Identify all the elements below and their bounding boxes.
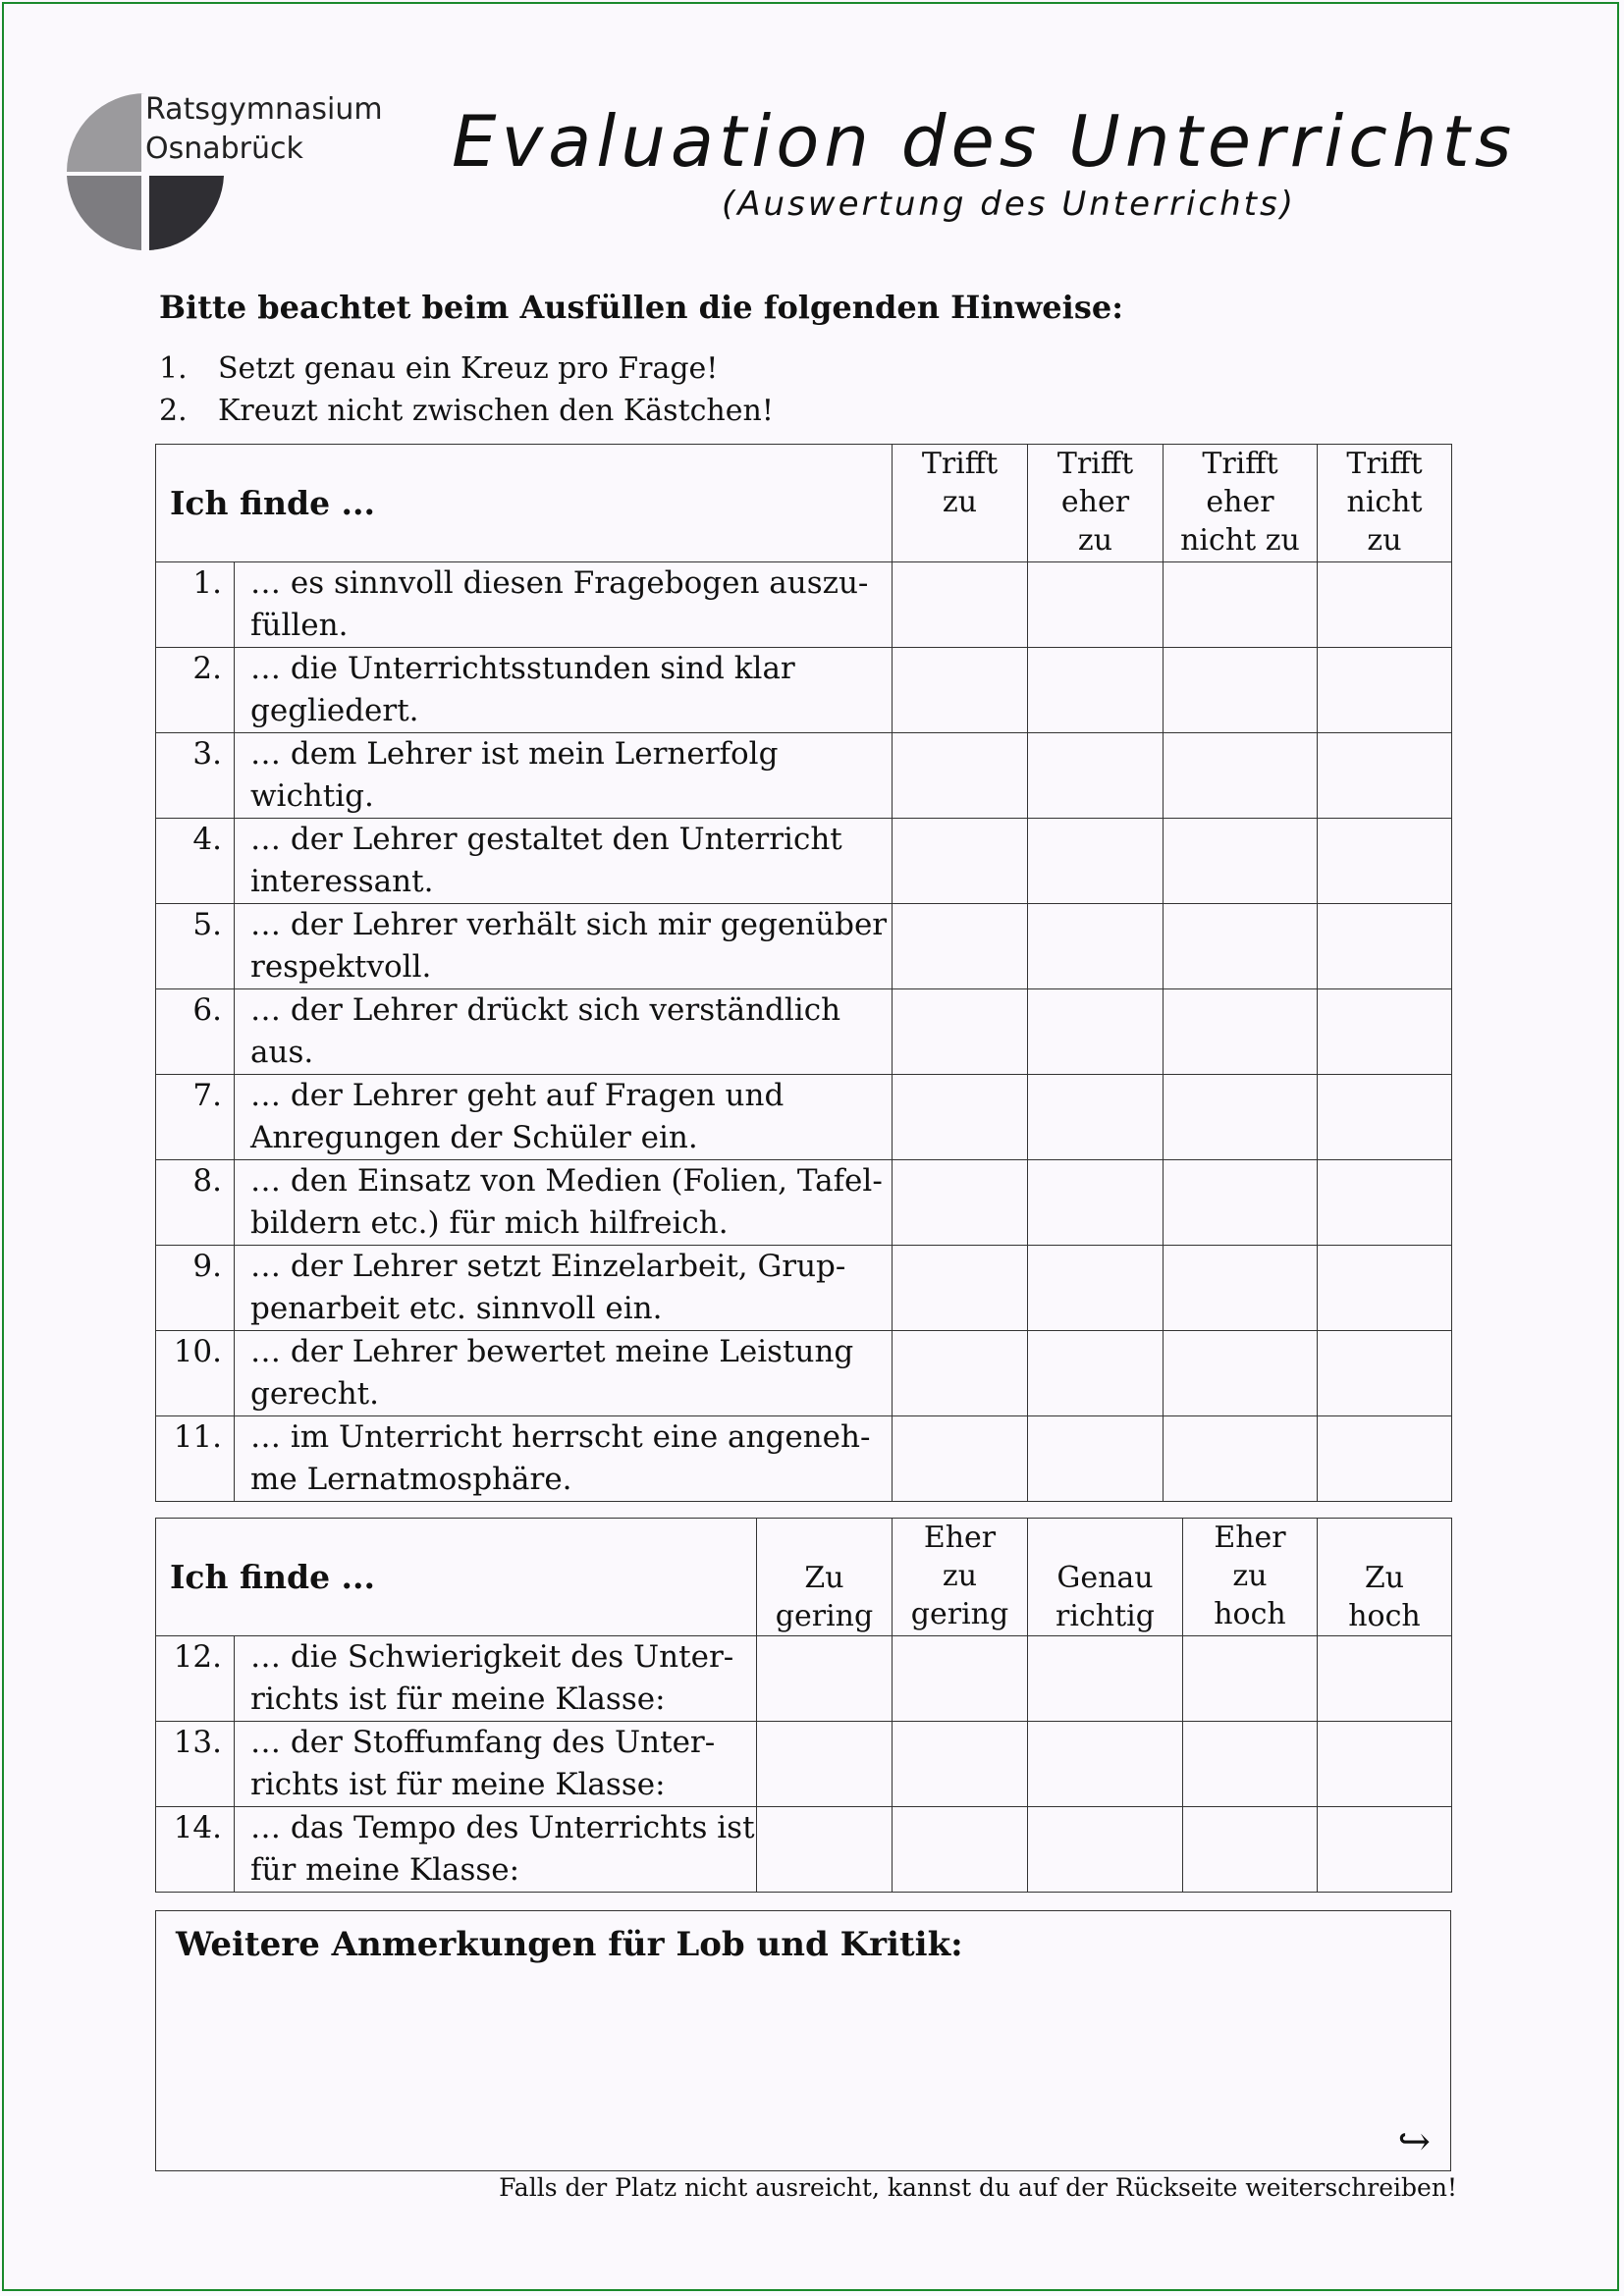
answer-checkbox[interactable] (1028, 1075, 1164, 1160)
answer-checkbox[interactable] (1028, 733, 1164, 819)
table-row (156, 1160, 1452, 1246)
answer-checkbox[interactable] (893, 1416, 1028, 1502)
table-row (156, 1416, 1452, 1502)
question-number: 6. (156, 989, 235, 1075)
answer-checkbox[interactable] (1318, 1807, 1452, 1893)
answer-checkbox[interactable] (893, 819, 1028, 904)
answer-checkbox[interactable] (1318, 1331, 1452, 1416)
answer-checkbox[interactable] (757, 1722, 893, 1807)
table-row (156, 819, 1452, 904)
question-number: 7. (156, 1075, 235, 1160)
question-number: 3. (156, 733, 235, 819)
remarks-heading: Weitere Anmerkungen für Lob und Kritik: (176, 1925, 963, 1964)
school-name-line1: Ratsgymnasium (145, 92, 383, 127)
answer-checkbox[interactable] (893, 989, 1028, 1075)
table-row (156, 1722, 1452, 1807)
instructions-heading: Bitte beachtet beim Ausfüllen die folgenden Hinweise: (159, 289, 1123, 326)
table-row (156, 1331, 1452, 1416)
answer-checkbox[interactable] (893, 1246, 1028, 1331)
answer-checkbox[interactable] (1164, 989, 1318, 1075)
answer-checkbox[interactable] (893, 904, 1028, 989)
school-name (145, 90, 383, 169)
question-text: … der Lehrer drückt sich verständlich aus. (235, 989, 893, 1075)
evaluation-table-2 (155, 1518, 1452, 1893)
table-row (156, 1075, 1452, 1160)
question-text: … der Stoffumfang des Unter- richts ist für meine Klasse: (235, 1722, 757, 1807)
instructions-list (159, 347, 774, 432)
header-trifft-eher-nicht-zu: Trifft eher nicht zu (1164, 445, 1318, 562)
instruction-number: 1. (159, 351, 188, 386)
answer-checkbox[interactable] (1028, 1416, 1164, 1502)
question-number: 2. (156, 648, 235, 733)
answer-checkbox[interactable] (1028, 989, 1164, 1075)
header-genau-richtig: Genau richtig (1028, 1519, 1183, 1636)
answer-checkbox[interactable] (1318, 1075, 1452, 1160)
answer-checkbox[interactable] (893, 1807, 1028, 1893)
question-text: … der Lehrer bewertet meine Leistung gerecht. (235, 1331, 893, 1416)
answer-checkbox[interactable] (893, 1722, 1028, 1807)
answer-checkbox[interactable] (1028, 1246, 1164, 1331)
answer-checkbox[interactable] (1164, 819, 1318, 904)
header-zu-hoch: Zu hoch (1318, 1519, 1452, 1636)
answer-checkbox[interactable] (893, 1331, 1028, 1416)
answer-checkbox[interactable] (893, 648, 1028, 733)
table-row (156, 648, 1452, 733)
answer-checkbox[interactable] (893, 1160, 1028, 1246)
answer-checkbox[interactable] (1183, 1636, 1318, 1722)
answer-checkbox[interactable] (1318, 1722, 1452, 1807)
answer-checkbox[interactable] (1028, 819, 1164, 904)
question-text: … es sinnvoll diesen Fragebogen auszu- füllen. (235, 562, 893, 648)
answer-checkbox[interactable] (1028, 1636, 1183, 1722)
answer-checkbox[interactable] (1164, 904, 1318, 989)
answer-checkbox[interactable] (1318, 648, 1452, 733)
table-row (156, 1246, 1452, 1331)
answer-checkbox[interactable] (893, 562, 1028, 648)
answer-checkbox[interactable] (1164, 1075, 1318, 1160)
answer-checkbox[interactable] (1164, 648, 1318, 733)
question-text: … dem Lehrer ist mein Lernerfolg wichtig. (235, 733, 893, 819)
answer-checkbox[interactable] (1164, 733, 1318, 819)
answer-checkbox[interactable] (1028, 1722, 1183, 1807)
page-title: Evaluation des Unterrichts (452, 100, 1517, 183)
table-row (156, 1636, 1452, 1722)
answer-checkbox[interactable] (1318, 989, 1452, 1075)
instruction-text: Setzt genau ein Kreuz pro Frage! (218, 351, 719, 386)
table-header-row (156, 1519, 1452, 1636)
page-subtitle: (Auswertung des Unterrichts) (722, 185, 1296, 224)
answer-checkbox[interactable] (1318, 904, 1452, 989)
answer-checkbox[interactable] (1183, 1722, 1318, 1807)
table-row (156, 904, 1452, 989)
question-text: … das Tempo des Unterrichts ist für meine Klasse: (235, 1807, 757, 1893)
answer-checkbox[interactable] (893, 733, 1028, 819)
answer-checkbox[interactable] (1183, 1807, 1318, 1893)
instruction-number: 2. (159, 394, 188, 428)
header-trifft-nicht-zu: Trifft nicht zu (1318, 445, 1452, 562)
question-number: 8. (156, 1160, 235, 1246)
question-text: … der Lehrer gestaltet den Unterricht interessant. (235, 819, 893, 904)
table-lead: Ich finde ... (156, 445, 893, 562)
answer-checkbox[interactable] (1318, 1160, 1452, 1246)
answer-checkbox[interactable] (1318, 733, 1452, 819)
instruction-item (159, 390, 774, 432)
question-number: 12. (156, 1636, 235, 1722)
question-number: 10. (156, 1331, 235, 1416)
answer-checkbox[interactable] (1028, 1160, 1164, 1246)
answer-checkbox[interactable] (1318, 562, 1452, 648)
answer-checkbox[interactable] (1164, 1331, 1318, 1416)
question-number: 14. (156, 1807, 235, 1893)
question-text: … die Schwierigkeit des Unter- richts ist für meine Klasse: (235, 1636, 757, 1722)
answer-checkbox[interactable] (1028, 1331, 1164, 1416)
answer-checkbox[interactable] (1028, 562, 1164, 648)
answer-checkbox[interactable] (1028, 648, 1164, 733)
answer-checkbox[interactable] (1318, 819, 1452, 904)
answer-checkbox[interactable] (1318, 1636, 1452, 1722)
header-trifft-zu: Trifft zu (893, 445, 1028, 562)
answer-checkbox[interactable] (757, 1636, 893, 1722)
table-row (156, 562, 1452, 648)
question-text: … der Lehrer setzt Einzelarbeit, Grup- penarbeit etc. sinnvoll ein. (235, 1246, 893, 1331)
table-lead: Ich finde ... (156, 1519, 757, 1636)
answer-checkbox[interactable] (893, 1075, 1028, 1160)
answer-checkbox[interactable] (1028, 1807, 1183, 1893)
answer-checkbox[interactable] (1164, 1160, 1318, 1246)
question-text: … die Unterrichtsstunden sind klar gegliedert. (235, 648, 893, 733)
question-number: 11. (156, 1416, 235, 1502)
remarks-box[interactable] (155, 1910, 1451, 2171)
footer-note: Falls der Platz nicht ausreicht, kannst du auf der Rückseite weiterschreiben! (499, 2173, 1457, 2202)
header-trifft-eher-zu: Trifft eher zu (1028, 445, 1164, 562)
table-header-row (156, 445, 1452, 562)
question-number: 5. (156, 904, 235, 989)
instruction-item (159, 347, 774, 390)
answer-checkbox[interactable] (1318, 1246, 1452, 1331)
instruction-text: Kreuzt nicht zwischen den Kästchen! (218, 394, 774, 428)
question-number: 13. (156, 1722, 235, 1807)
answer-checkbox[interactable] (1318, 1416, 1452, 1502)
question-text: … der Lehrer geht auf Fragen und Anregungen der Schüler ein. (235, 1075, 893, 1160)
answer-checkbox[interactable] (1028, 904, 1164, 989)
turn-arrow-icon: ↪ (1397, 2119, 1431, 2164)
question-text: … im Unterricht herrscht eine angeneh- me Lernatmosphäre. (235, 1416, 893, 1502)
answer-checkbox[interactable] (1164, 562, 1318, 648)
header-eher-zu-gering: Eher zu gering (893, 1519, 1028, 1636)
evaluation-table-1 (155, 444, 1452, 1502)
school-name-line2: Osnabrück (145, 132, 303, 166)
question-number: 9. (156, 1246, 235, 1331)
header-zu-gering: Zu gering (757, 1519, 893, 1636)
answer-checkbox[interactable] (1164, 1416, 1318, 1502)
question-number: 1. (156, 562, 235, 648)
table-row (156, 1807, 1452, 1893)
answer-checkbox[interactable] (757, 1807, 893, 1893)
question-number: 4. (156, 819, 235, 904)
question-text: … der Lehrer verhält sich mir gegenüber respektvoll. (235, 904, 893, 989)
answer-checkbox[interactable] (893, 1636, 1028, 1722)
question-text: … den Einsatz von Medien (Folien, Tafel- bildern etc.) für mich hilfreich. (235, 1160, 893, 1246)
answer-checkbox[interactable] (1164, 1246, 1318, 1331)
table-row (156, 989, 1452, 1075)
table-row (156, 733, 1452, 819)
header-eher-zu-hoch: Eher zu hoch (1183, 1519, 1318, 1636)
